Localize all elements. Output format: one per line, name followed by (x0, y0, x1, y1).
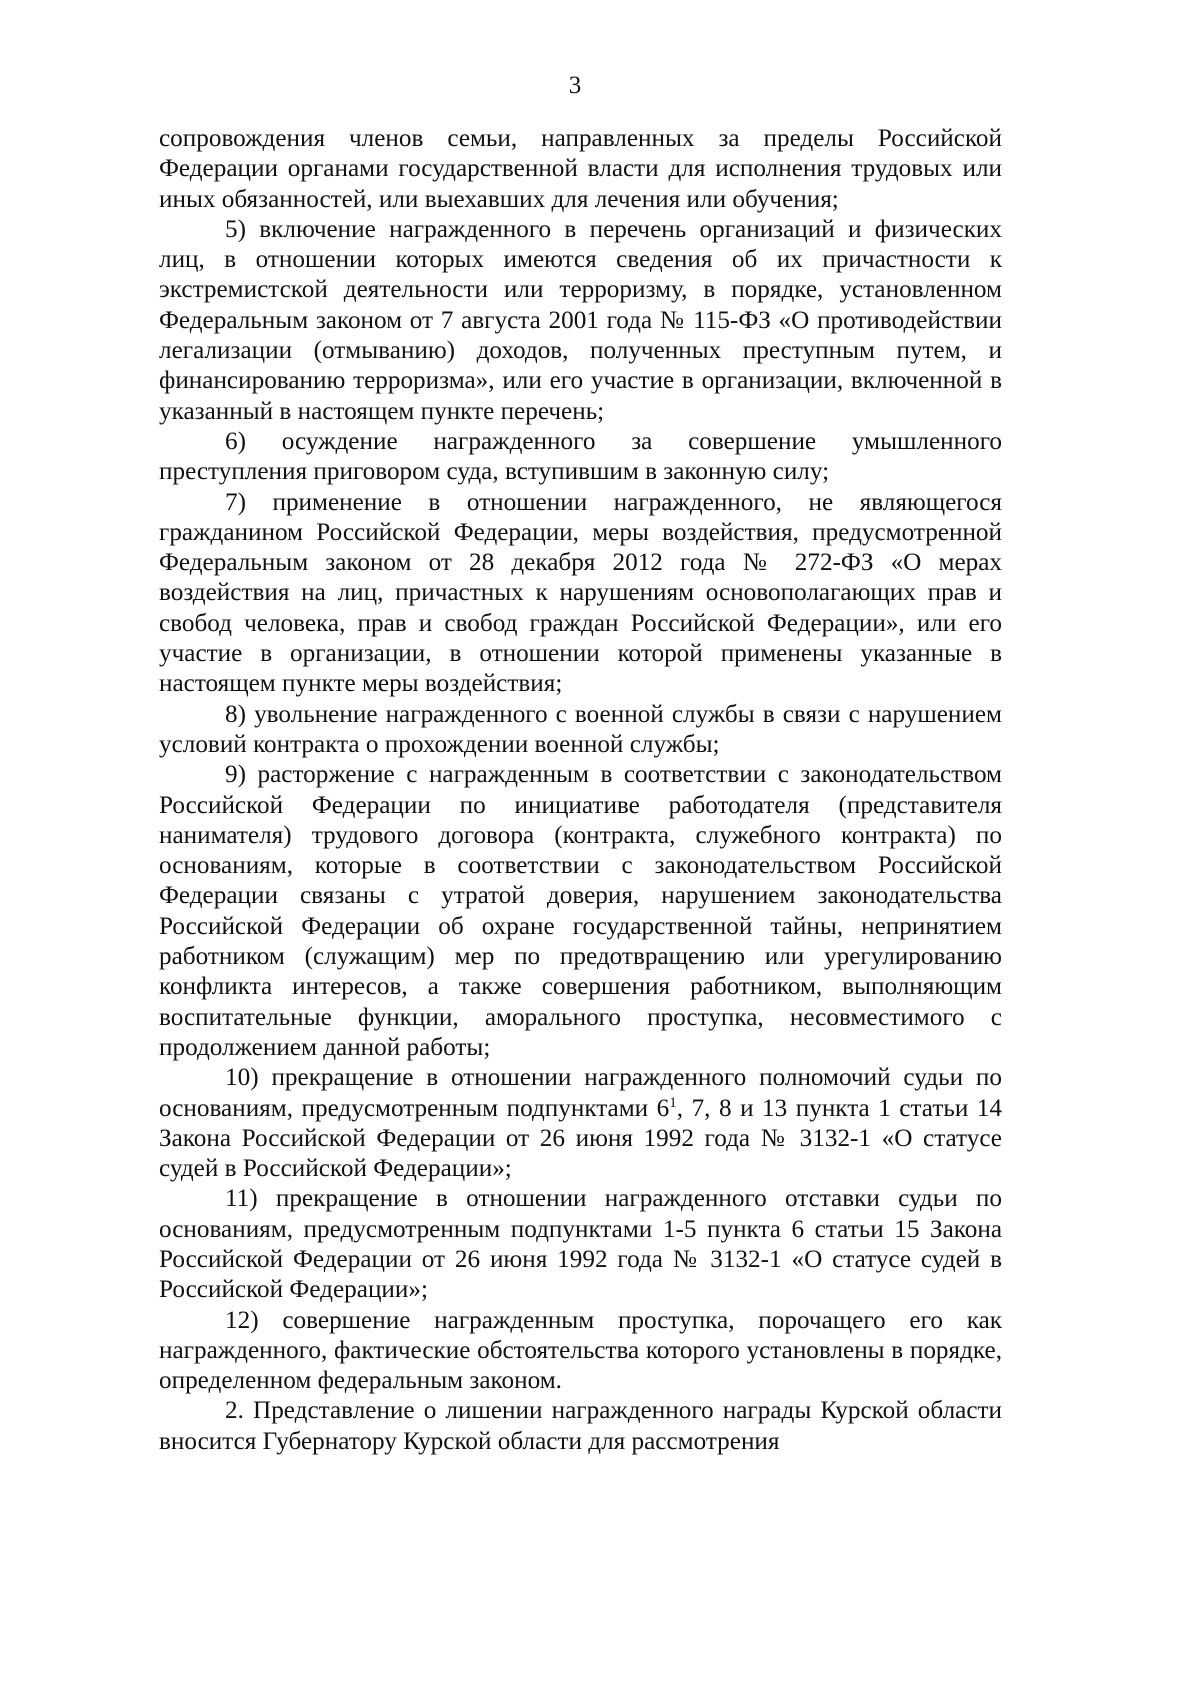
superscript-marker: 1 (669, 1094, 677, 1111)
paragraph-item-10-part-1: 10) прекращение в отношении награжденного полномочий судьи по основаниям, предусмотренным подпунктами 6 (159, 1064, 1002, 1122)
paragraph-item-11: 11) прекращение в отношении награжденного отставки судьи по основаниям, предусмотренным подпунктами 1-5 пункта 6 статьи 15 Закона Российской Федерации от 26 июня 1992 года № 3132-1 «О статусе судей в Российской Федерации»; (159, 1185, 1002, 1304)
paragraph-item-9: 9) расторжение с награжденным в соответствии с законодательством Российской Федерации по инициативе работодателя (представителя нанимателя) трудового договора (контракта, служебного контракта) по основаниям, которые в соответствии с законодательством Российской Федерации связаны с утратой доверия, нарушением законодательства Российской Федерации об охране государственной тайны, непринятием работником (служащим) мер по предотвращению или урегулированию конфликта интересов, а также совершения работником, выполняющим воспитательные функции, аморального проступка, несовместимого с продолжением данной работы; (159, 761, 1002, 1061)
paragraph-continuation: сопровождения членов семьи, направленных за пределы Российской Федерации органами государственной власти для исполнения трудовых или иных обязанностей, или выехавших для лечения или обучения; (159, 125, 1002, 213)
paragraph-item-10-part-2: , 7, 8 и 13 пункта 1 статьи 14 Закона Российской Федерации от 26 июня 1992 года № 3132-1 «О статусе судей в Российской Федерации»; (159, 1094, 1002, 1183)
paragraph-section-2: 2. Представление о лишении награжденного награды Курской области вносится Губернатору Курской области для рассмотрения (159, 1397, 1002, 1455)
paragraph-item-5: 5) включение награжденного в перечень организаций и физических лиц, в отношении которых имеются сведения об их причастности к экстремистской деятельности или терроризму, в порядке, установленном Федеральным законом от 7 августа 2001 года № 115-ФЗ «О противодействии легализации (отмыванию) доходов, полученных преступным путем, и финансированию терроризма», или его участие в организации, включенной в указанный в настоящем пункте перечень; (159, 215, 1002, 425)
document-body (159, 124, 1002, 1457)
paragraph-item-8: 8) увольнение награжденного с военной службы в связи с нарушением условий контракта о прохождении военной службы; (159, 700, 1002, 758)
paragraph-item-7: 7) применение в отношении награжденного, не являющегося гражданином Российской Федерации, меры воздействия, предусмотренной Федеральным законом от 28 декабря 2012 года № 272-ФЗ «О мерах воздействия на лиц, причастных к нарушениям основополагающих прав и свобод человека, прав и свобод граждан Российской Федерации», или его участие в организации, в отношении которой применены указанные в настоящем пункте меры воздействия; (159, 488, 1002, 698)
paragraph-item-12: 12) совершение награжденным проступка, порочащего его как награжденного, фактические обстоятельства которого установлены в порядке, определенном федеральным законом. (159, 1306, 1002, 1395)
paragraph-item-10 (159, 1063, 1002, 1184)
page-number: 3 (568, 72, 582, 99)
paragraph-item-6: 6) осуждение награжденного за совершение умышленного преступления приговором суда, вступившим в законную силу; (159, 427, 1002, 486)
